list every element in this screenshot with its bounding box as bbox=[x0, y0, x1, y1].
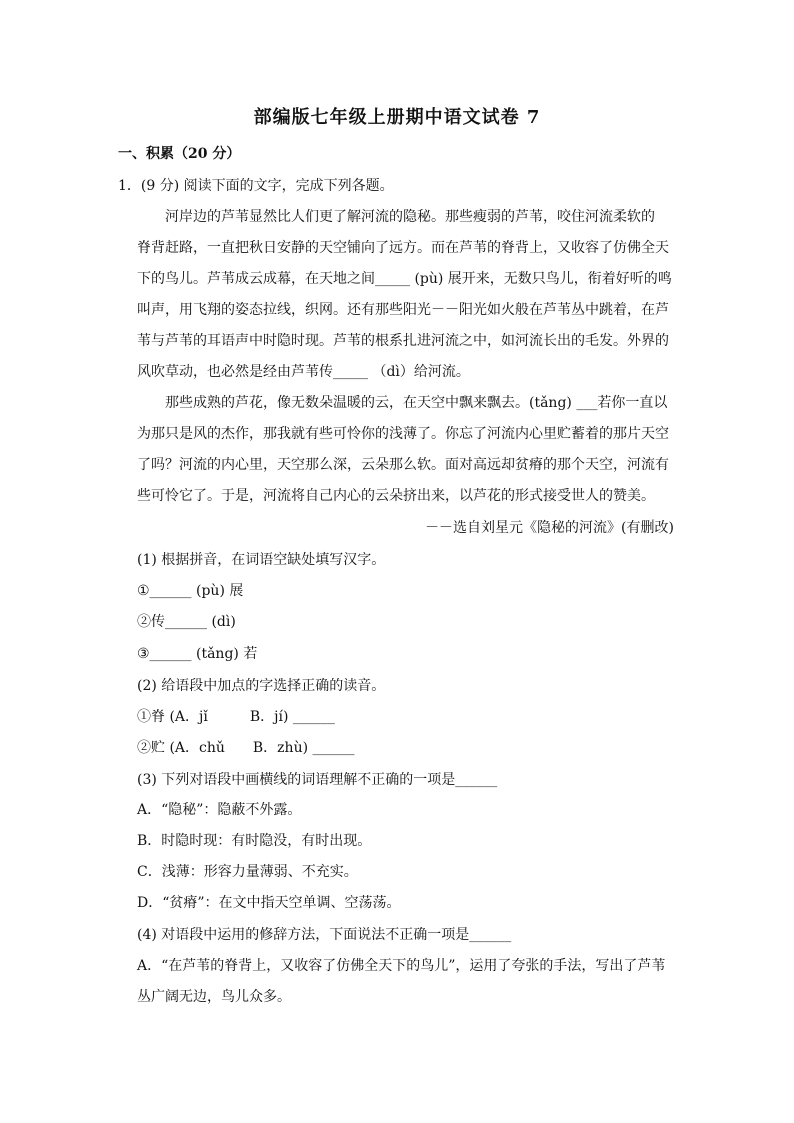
subquestion-3-option: C．浅薄：形容力量薄弱、不充实。 bbox=[137, 864, 358, 880]
passage-line: 那些成熟的芦花，像无数朵温暖的云，在天空中飘来飘去。(tǎng) ___若你一直以 bbox=[137, 395, 668, 411]
subquestion-4-option-continued: 丛广阔无边，鸟儿众多。 bbox=[137, 989, 291, 1005]
passage-line: 苇与芦苇的耳语声中时隐时现。芦苇的根系扎进河流之中，如河流长出的毛发。外界的 bbox=[137, 333, 669, 349]
passage-line: 为那只是风的杰作，那我就有些可怜你的浅薄了。你忘了河流内心里贮蓄着的那片天空 bbox=[137, 426, 669, 442]
subquestion-1-item: ①______ (pù) 展 bbox=[137, 583, 244, 599]
subquestion-3-option: A．“隐秘”：隐蔽不外露。 bbox=[137, 802, 302, 818]
page-title: 部编版七年级上册期中语文试卷 7 bbox=[253, 107, 541, 128]
subquestion-1-item: ③______ (tǎng) 若 bbox=[137, 646, 258, 662]
subquestion-3-option: B．时隐时现：有时隐没，有时出现。 bbox=[137, 833, 372, 849]
passage-line: 些可怜它了。于是，河流将自己内心的云朵挤出来，以芦花的形式接受世人的赞美。 bbox=[137, 488, 655, 504]
passage-line: 脊背赶路，一直把秋日安静的天空铺向了远方。而在芦苇的脊背上，又收容了仿佛全天 bbox=[137, 240, 669, 256]
subquestion-1-item: ②传______ (dì) bbox=[137, 614, 236, 630]
section-heading: 一、积累（20 分） bbox=[118, 146, 241, 162]
subquestion-3-option: D．“贫瘠”：在文中指天空单调、空荡荡。 bbox=[137, 895, 401, 911]
question-intro: 1．(9 分) 阅读下面的文字，完成下列各题。 bbox=[118, 178, 394, 194]
subquestion-4-option: A．“在芦苇的脊背上，又收容了仿佛全天下的鸟儿”，运用了夸张的手法，写出了芦苇 bbox=[137, 958, 666, 974]
subquestion-3-prompt: (3) 下列对语段中画横线的词语理解不正确的一项是______ bbox=[137, 772, 498, 788]
subquestion-2-prompt: (2) 给语段中加点的字选择正确的读音。 bbox=[137, 678, 386, 694]
passage-line: 了吗？河流的内心里，天空那么深，云朵那么软。面对高远却贫瘠的那个天空，河流有 bbox=[137, 457, 669, 473]
passage-line: 风吹草动，也必然是经由芦苇传_____ （dì）给河流。 bbox=[137, 364, 470, 380]
passage-source: －－选自刘星元《隐秘的河流》(有删改) bbox=[425, 520, 674, 536]
passage-line: 下的鸟儿。芦苇成云成幕，在天地之间_____ (pù) 展开来，无数只鸟儿，衔着好听的鸣 bbox=[137, 271, 672, 287]
subquestion-1-prompt: (1) 根据拼音，在词语空缺处填写汉字。 bbox=[137, 552, 386, 568]
passage-line: 叫声，用飞翔的姿态拉线，织网。还有那些阳光－－阳光如火般在芦苇丛中跳着，在芦 bbox=[137, 302, 669, 318]
subquestion-2-item: ②贮 (A．chǔ B．zhù) ______ bbox=[137, 740, 355, 756]
subquestion-2-item: ①脊 (A．jǐ B．jí) ______ bbox=[137, 709, 335, 725]
passage-line: 河岸边的芦苇显然比人们更了解河流的隐秘。那些瘦弱的芦苇，咬住河流柔软的 bbox=[137, 209, 655, 225]
subquestion-4-prompt: (4) 对语段中运用的修辞方法，下面说法不正确一项是______ bbox=[137, 927, 512, 943]
